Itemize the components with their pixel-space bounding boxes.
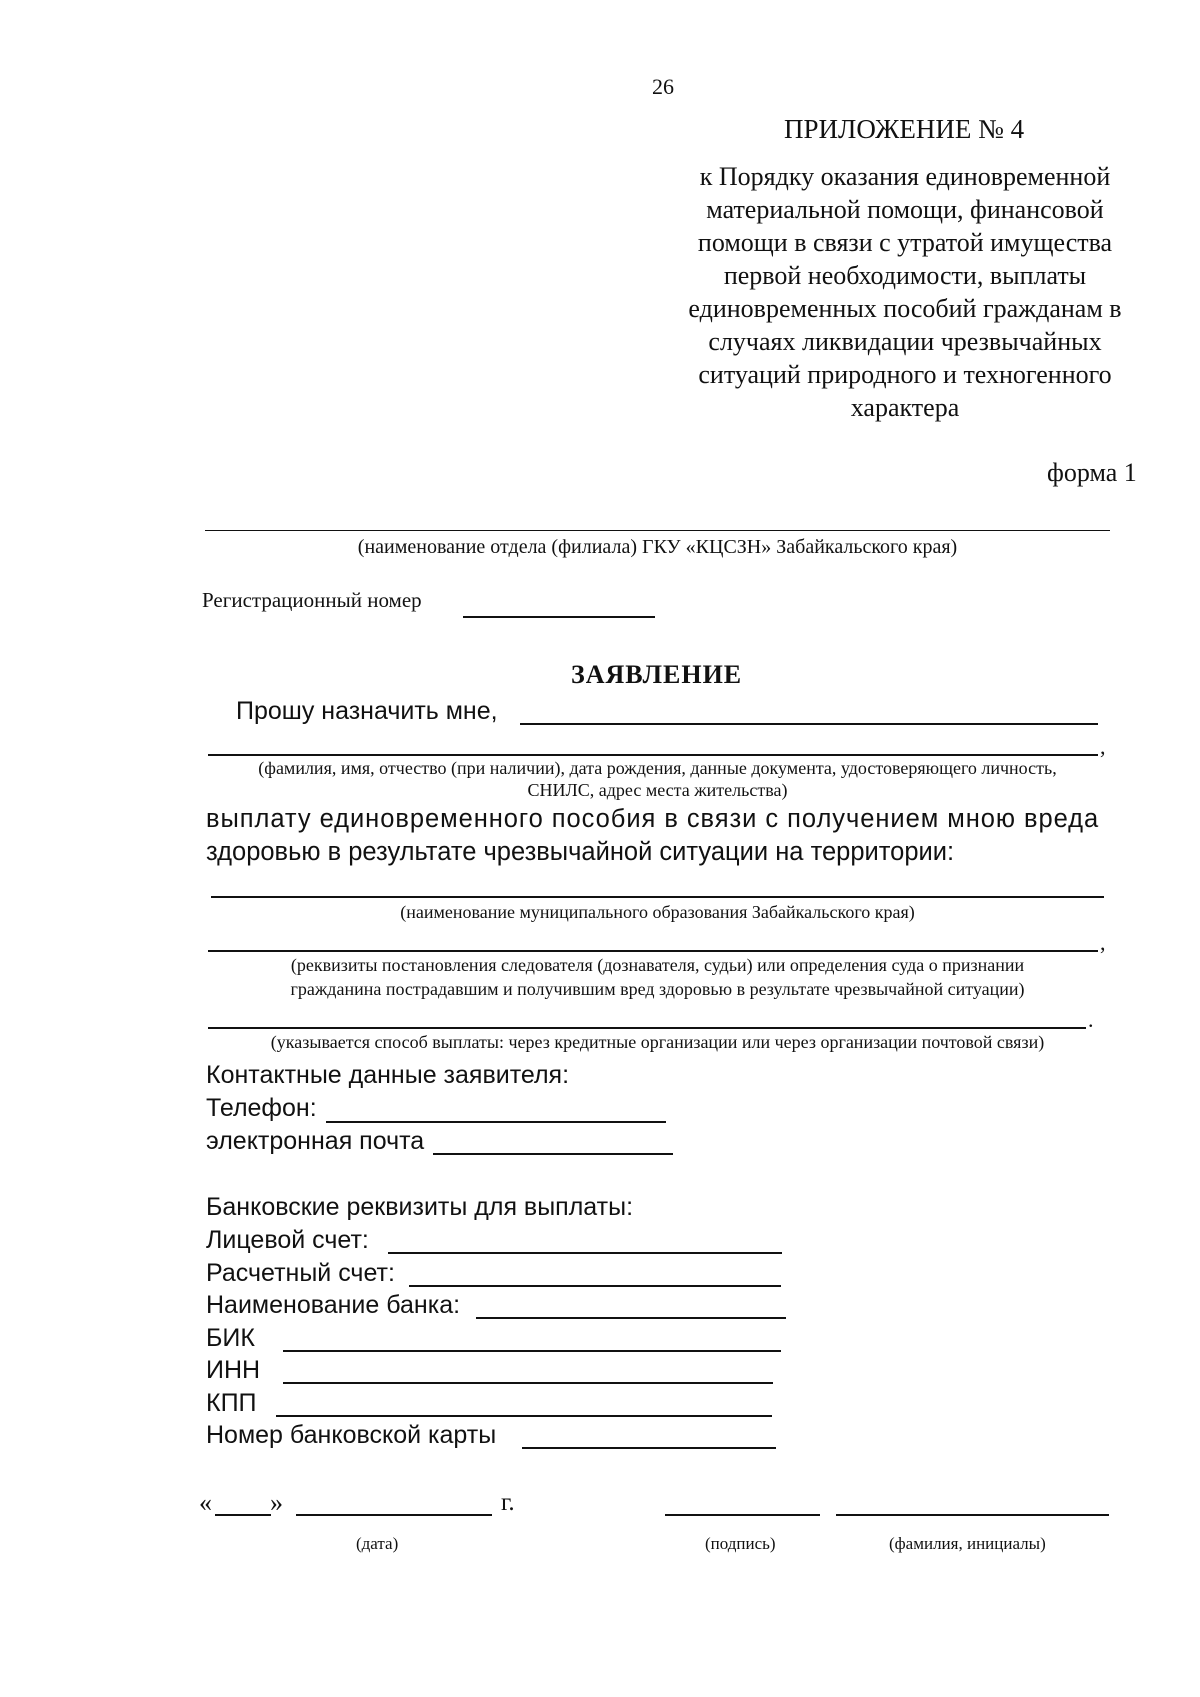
appendix-line: характера xyxy=(850,393,960,422)
payment-method-caption: (указывается способ выплаты: через кредитные организации или через организации почтовой связи) xyxy=(270,1032,1045,1052)
decree-comma: , xyxy=(1100,930,1106,955)
request-prefix: Прошу назначить мне, xyxy=(236,697,498,725)
appendix-line: первой необходимости, выплаты xyxy=(723,261,1087,290)
bik-field[interactable] xyxy=(283,1350,781,1352)
bank-heading: Банковские реквизиты для выплаты: xyxy=(206,1193,634,1221)
payment-text-line1: выплату единовременного пособия в связи с получением мною вреда xyxy=(206,805,1100,833)
appendix-line: материальной помощи, финансовой xyxy=(706,195,1104,224)
kpp-field[interactable] xyxy=(276,1415,772,1417)
appendix-line: случаях ликвидации чрезвычайных xyxy=(708,327,1102,356)
municipality-caption: (наименование муниципального образования Забайкальского края) xyxy=(400,902,915,922)
applicant-details-field[interactable] xyxy=(208,754,1098,756)
settlement-account-field[interactable] xyxy=(409,1285,781,1287)
form-label: форма 1 xyxy=(1047,458,1137,487)
payment-method-period: . xyxy=(1088,1007,1094,1032)
document-title: ЗАЯВЛЕНИЕ xyxy=(571,660,743,689)
appendix-line: к Порядку оказания единовременной xyxy=(699,162,1111,191)
date-year-suffix: г. xyxy=(501,1489,515,1516)
request-field-line[interactable] xyxy=(520,723,1098,725)
appendix-line: единовременных пособий гражданам в xyxy=(688,294,1122,323)
applicant-comma: , xyxy=(1100,734,1106,759)
applicant-caption-line2: СНИЛС, адрес места жительства) xyxy=(527,780,788,800)
registration-number-label: Регистрационный номер xyxy=(202,588,422,612)
appendix-title: ПРИЛОЖЕНИЕ № 4 xyxy=(784,114,1025,144)
personal-account-label: Лицевой счет: xyxy=(206,1226,369,1254)
date-quote-open: « xyxy=(199,1488,212,1517)
decree-caption-line1: (реквизиты постановления следователя (дознавателя, судьи) или определения суда о признании xyxy=(290,955,1025,975)
name-caption: (фамилия, инициалы) xyxy=(889,1534,1046,1553)
municipality-field[interactable] xyxy=(211,896,1104,898)
bank-name-field[interactable] xyxy=(476,1317,786,1319)
card-number-label: Номер банковской карты xyxy=(206,1421,497,1449)
bik-label: БИК xyxy=(206,1324,255,1352)
appendix-text xyxy=(655,160,1155,424)
card-number-field[interactable] xyxy=(522,1447,776,1449)
date-quote-close: » xyxy=(270,1488,283,1517)
email-field[interactable] xyxy=(433,1153,673,1155)
decree-requisites-field[interactable] xyxy=(208,950,1098,952)
decree-caption-line2: гражданина пострадавшим и получившим вред здоровью в результате чрезвычайной ситуации) xyxy=(290,979,1025,999)
email-label: электронная почта xyxy=(206,1127,425,1155)
applicant-caption-line1: (фамилия, имя, отчество (при наличии), дата рождения, данные документа, удостоверяющего личность, xyxy=(258,758,1057,778)
phone-label: Телефон: xyxy=(206,1094,317,1122)
department-field-line[interactable] xyxy=(205,530,1110,531)
personal-account-field[interactable] xyxy=(388,1252,782,1254)
phone-field[interactable] xyxy=(326,1121,666,1123)
contacts-heading: Контактные данные заявителя: xyxy=(206,1061,570,1089)
date-month-field[interactable] xyxy=(296,1514,492,1516)
date-day-field[interactable] xyxy=(215,1514,271,1516)
date-caption: (дата) xyxy=(356,1534,399,1553)
department-caption: (наименование отдела (филиала) ГКУ «КЦСЗН» Забайкальского края) xyxy=(357,536,958,558)
registration-number-field[interactable] xyxy=(463,616,655,618)
inn-field[interactable] xyxy=(283,1382,773,1384)
signature-caption: (подпись) xyxy=(705,1534,776,1553)
appendix-line: помощи в связи с утратой имущества xyxy=(697,228,1113,257)
payment-method-field[interactable] xyxy=(208,1027,1086,1029)
page-number: 26 xyxy=(652,74,674,99)
signature-field[interactable] xyxy=(665,1514,820,1516)
appendix-line: ситуаций природного и техногенного xyxy=(698,360,1112,389)
inn-label: ИНН xyxy=(206,1356,261,1384)
kpp-label: КПП xyxy=(206,1389,257,1417)
name-initials-field[interactable] xyxy=(836,1514,1109,1516)
bank-name-label: Наименование банка: xyxy=(206,1291,461,1319)
settlement-account-label: Расчетный счет: xyxy=(206,1259,395,1287)
payment-text-line2: здоровью в результате чрезвычайной ситуации на территории: xyxy=(206,838,955,866)
